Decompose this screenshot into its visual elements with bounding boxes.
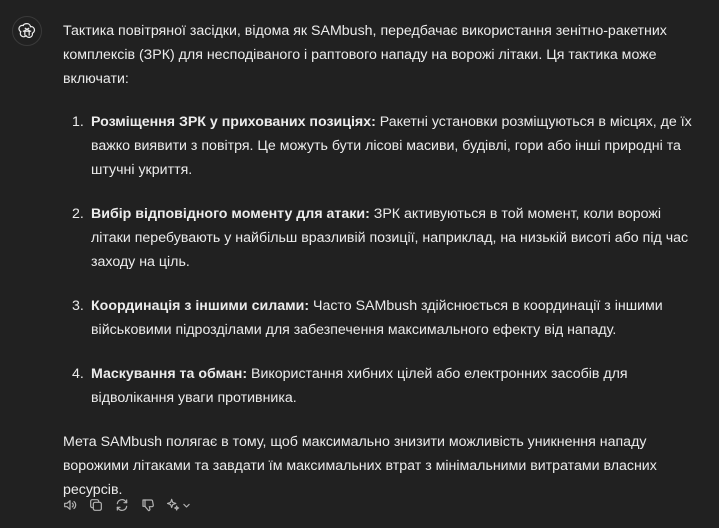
list-item-number: 2. — [72, 206, 84, 222]
list-item-title: Координація з іншими силами: — [91, 298, 310, 314]
list-item-text: Часто SAMbush здійснюється в координації з іншими військовими підрозділами для забезпечення максимального ефекту від нападу. — [91, 298, 663, 338]
change-model-button[interactable] — [164, 495, 192, 515]
message-actions — [60, 494, 192, 516]
list-item-number: 4. — [72, 366, 84, 382]
bad-response-button[interactable] — [138, 495, 158, 515]
read-aloud-button[interactable] — [60, 495, 80, 515]
chevron-down-icon — [182, 501, 191, 510]
list-item-text: Ракетні установки розміщуються в місцях, де їх важко виявити з повітря. Це можуть бути лісові масиви, будівлі, гори або інші природні та штучні укриття. — [91, 114, 692, 178]
regenerate-icon — [114, 497, 130, 513]
list-item-title: Вибір відповідного моменту для атаки: — [91, 206, 370, 222]
regenerate-button[interactable] — [112, 495, 132, 515]
list-item-title: Маскування та обман: — [91, 366, 248, 382]
list-item-number: 1. — [72, 114, 84, 130]
list-item — [63, 294, 703, 342]
assistant-message — [63, 19, 703, 502]
list-item-text: Використання хибних цілей або електронних засобів для відволікання уваги противника. — [91, 366, 628, 406]
list-item-text: ЗРК активуються в той момент, коли ворожі літаки перебувають у найбільш вразливій позиції, наприклад, на низькій висоті або під час заходу на ціль. — [91, 206, 689, 270]
thumbs-down-icon — [140, 497, 156, 513]
speaker-icon — [62, 497, 78, 513]
tactics-list — [63, 110, 703, 410]
list-item — [63, 202, 703, 274]
sparkle-model-icon — [165, 497, 181, 513]
list-item-title: Розміщення ЗРК у прихованих позиціях: — [91, 114, 376, 130]
openai-logo-icon — [17, 21, 37, 41]
list-item-number: 3. — [72, 298, 84, 314]
assistant-avatar — [12, 16, 42, 46]
copy-icon — [88, 497, 104, 513]
message-outro: Мета SAMbush полягає в тому, щоб максимально знизити можливість уникнення нападу ворожими літаками та завдати їм максимальних втрат з мінімальними витратами власних ресурсів. — [63, 434, 657, 498]
list-item — [63, 110, 703, 182]
message-intro: Тактика повітряної засідки, відома як SAMbush, передбачає використання зенітно-ракетних комплексів (ЗРК) для несподіваного і раптового нападу на ворожі літаки. Ця тактика може включати: — [63, 23, 667, 87]
copy-button[interactable] — [86, 495, 106, 515]
list-item — [63, 362, 703, 410]
